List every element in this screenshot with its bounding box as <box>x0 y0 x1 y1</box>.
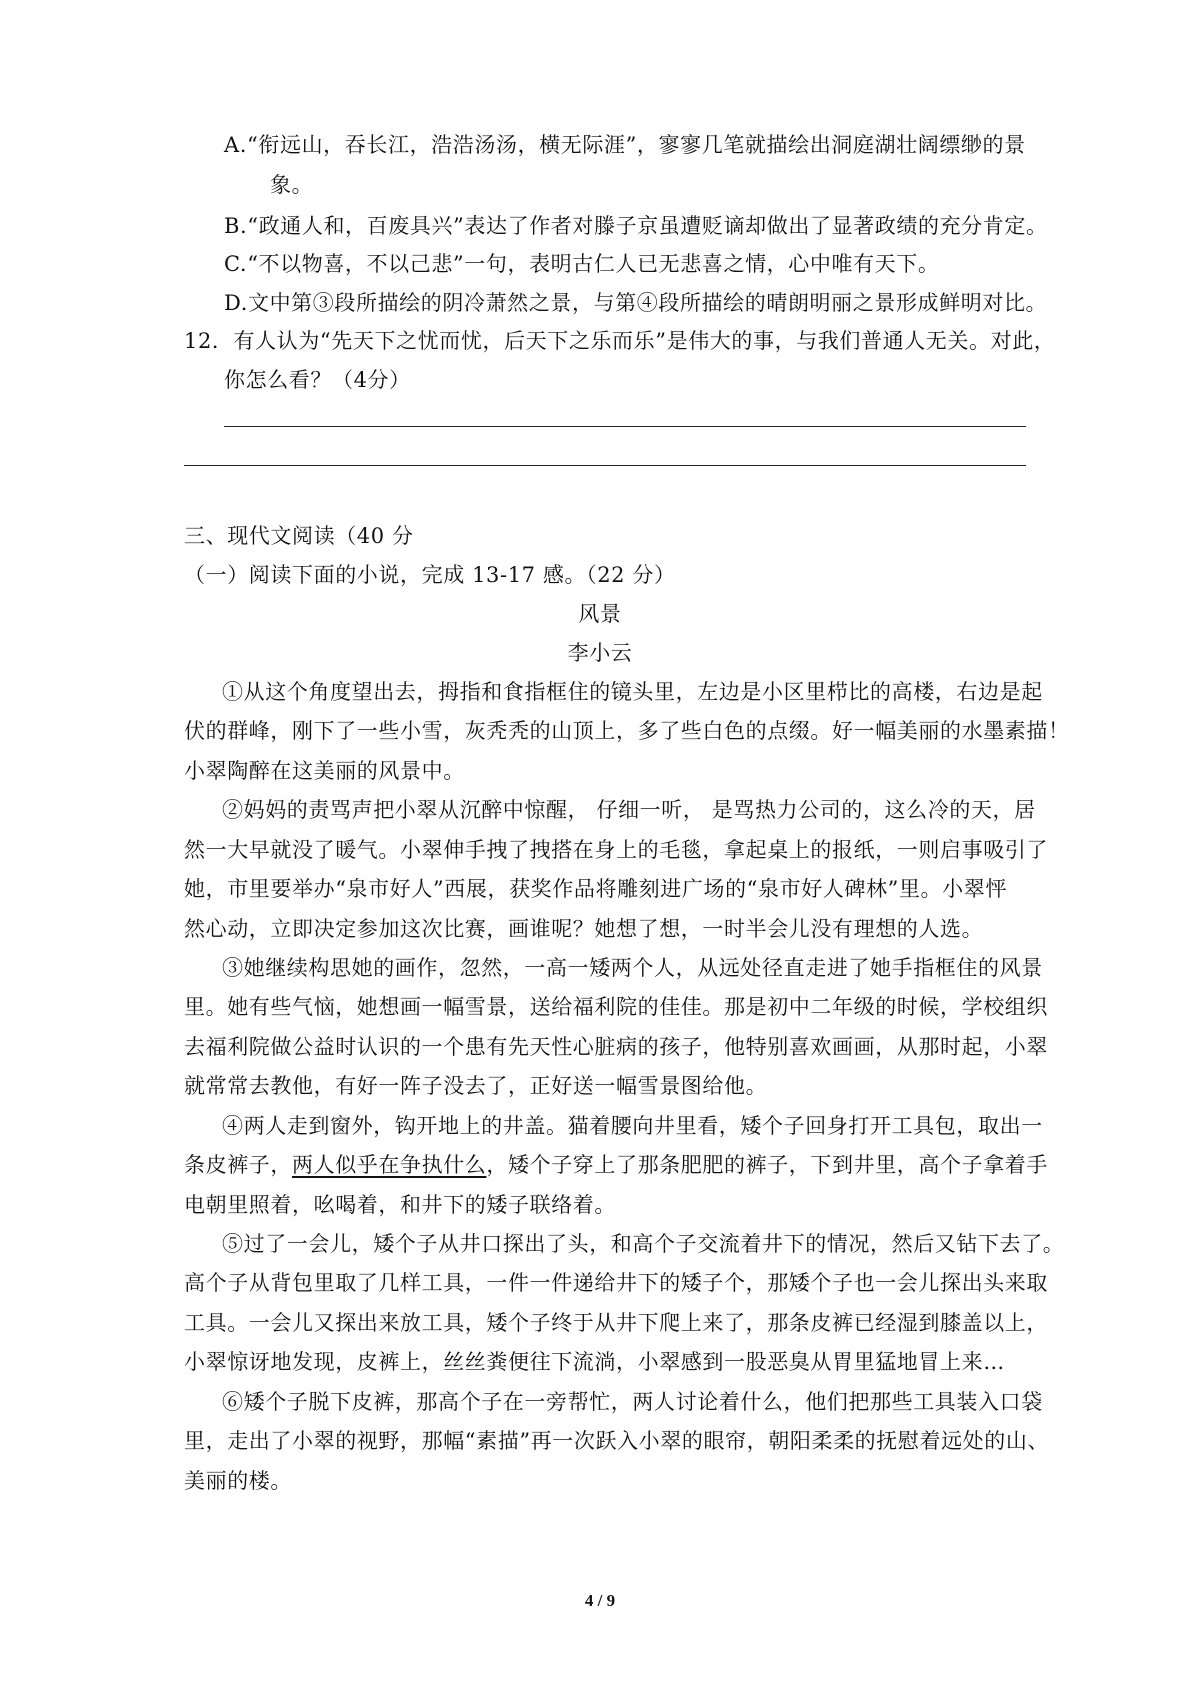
option-b: B.“政通人和，百废具兴”表达了作者对滕子京虽遭贬谪却做出了显著政绩的充分肯定。 <box>224 214 1048 238</box>
paragraph-6-line: 美丽的楼。 <box>184 1469 292 1493</box>
paragraph-4-line: 电朝里照着，吆喝着，和井下的矮子联络着。 <box>184 1193 616 1217</box>
paragraph-2-line: 然一大早就没了暖气。小翠伸手拽了拽搭在身上的毛毯，拿起桌上的报纸，一则启事吸引了 <box>184 838 1048 862</box>
paragraph-6-line: 里，走出了小翠的视野，那幅“素描”再一次跃入小翠的眼帘，朝阳柔柔的抚慰着远处的山、 <box>184 1429 1050 1453</box>
paragraph-3-line: ③她继续构思她的画作，忽然，一高一矮两个人，从远处径直走进了她手指框住的风景 <box>222 956 1043 980</box>
answer-line-2 <box>184 465 1026 466</box>
paragraph-3-line: 就常常去教他，有好一阵子没去了，正好送一幅雪景图给他。 <box>184 1074 768 1098</box>
paragraph-5-line: 工具。一会儿又探出来放工具，矮个子终于从井下爬上来了，那条皮裤已经湿到膝盖以上， <box>184 1311 1048 1335</box>
paragraph-5-line: 小翠惊讶地发现，皮裤上，丝丝粪便往下流淌，小翠感到一股恶臭从胃里猛地冒上来… <box>184 1350 1005 1374</box>
paragraph-3-line: 里。她有些气恼，她想画一幅雪景，送给福利院的佳佳。那是初中二年级的时候，学校组织 <box>184 995 1048 1019</box>
question-12-line-1: 12．有人认为“先天下之忧而忧，后天下之乐而乐”是伟大的事，与我们普通人无关。对此， <box>184 329 1056 353</box>
paragraph-1-line: 伏的群峰，刚下了一些小雪，灰秃秃的山顶上，多了些白色的点缀。好一幅美丽的水墨素描！ <box>184 719 1070 743</box>
paragraph-2-line: ②妈妈的责骂声把小翠从沉醉中惊醒， 仔细一听， 是骂热力公司的，这么冷的天，居 <box>222 798 1036 822</box>
section-subtitle: （一）阅读下面的小说，完成 13-17 感。（22 分） <box>184 563 676 587</box>
question-12-line-2: 你怎么看？（4分） <box>224 368 411 392</box>
paragraph-3-line: 去福利院做公益时认识的一个患有先天性心脏病的孩子，他特别喜欢画画，从那时起，小翠 <box>184 1035 1048 1059</box>
paragraph-4-line <box>184 1150 1048 1180</box>
paragraph-1-line: 小翠陶醉在这美丽的风景中。 <box>184 759 465 783</box>
paragraph-2-line: 然心动，立即决定参加这次比赛，画谁呢？她想了想，一时半会儿没有理想的人选。 <box>184 917 984 941</box>
paragraph-1-line: ①从这个角度望出去，拇指和食指框住的镜头里，左边是小区里栉比的高楼，右边是起 <box>222 680 1043 704</box>
option-d: D.文中第③段所描绘的阴冷萧然之景，与第④段所描绘的晴朗明丽之景形成鲜明对比。 <box>224 291 1048 315</box>
option-a-line-2: 象。 <box>270 173 314 197</box>
option-a-line-1: A.“衔远山，吞长江，浩浩汤汤，横无际涯”，寥寥几笔就描绘出洞庭湖壮阔缥缈的景 <box>224 133 1026 157</box>
paragraph-4-text: ，矮个子穿上了那条肥肥的裤子，下到井里，高个子拿着手 <box>486 1153 1049 1177</box>
paragraph-4-line: ④两人走到窗外，钩开地上的井盖。猫着腰向井里看，矮个子回身打开工具包，取出一 <box>222 1114 1043 1138</box>
answer-line-1 <box>224 426 1026 427</box>
story-author: 李小云 <box>567 641 633 665</box>
paragraph-5-line: 高个子从背包里取了几样工具，一件一件递给井下的矮子个，那矮个子也一会儿探出头来取 <box>184 1271 1048 1295</box>
paragraph-2-line: 她，市里要举办“泉市好人”西展，获奖作品将雕刻进广场的“泉市好人碑林”里。小翠怦 <box>184 877 1007 901</box>
page-number: 4 / 9 <box>584 1591 616 1610</box>
section-title: 三、现代文阅读（40 分 <box>184 524 414 548</box>
option-c: C.“不以物喜，不以己悲”一句，表明古仁人已无悲喜之情，心中唯有天下。 <box>224 252 940 276</box>
story-title: 风景 <box>578 602 622 626</box>
paragraph-6-line: ⑥矮个子脱下皮裤，那高个子在一旁帮忙，两人讨论着什么，他们把那些工具装入口袋 <box>222 1390 1043 1414</box>
paragraph-4-text: 条皮裤子， <box>184 1153 292 1177</box>
paragraph-5-line: ⑤过了一会儿，矮个子从井口探出了头，和高个子交流着井下的情况，然后又钻下去了。 <box>222 1232 1065 1256</box>
underlined-phrase: 两人似乎在争执什么 <box>292 1153 487 1177</box>
